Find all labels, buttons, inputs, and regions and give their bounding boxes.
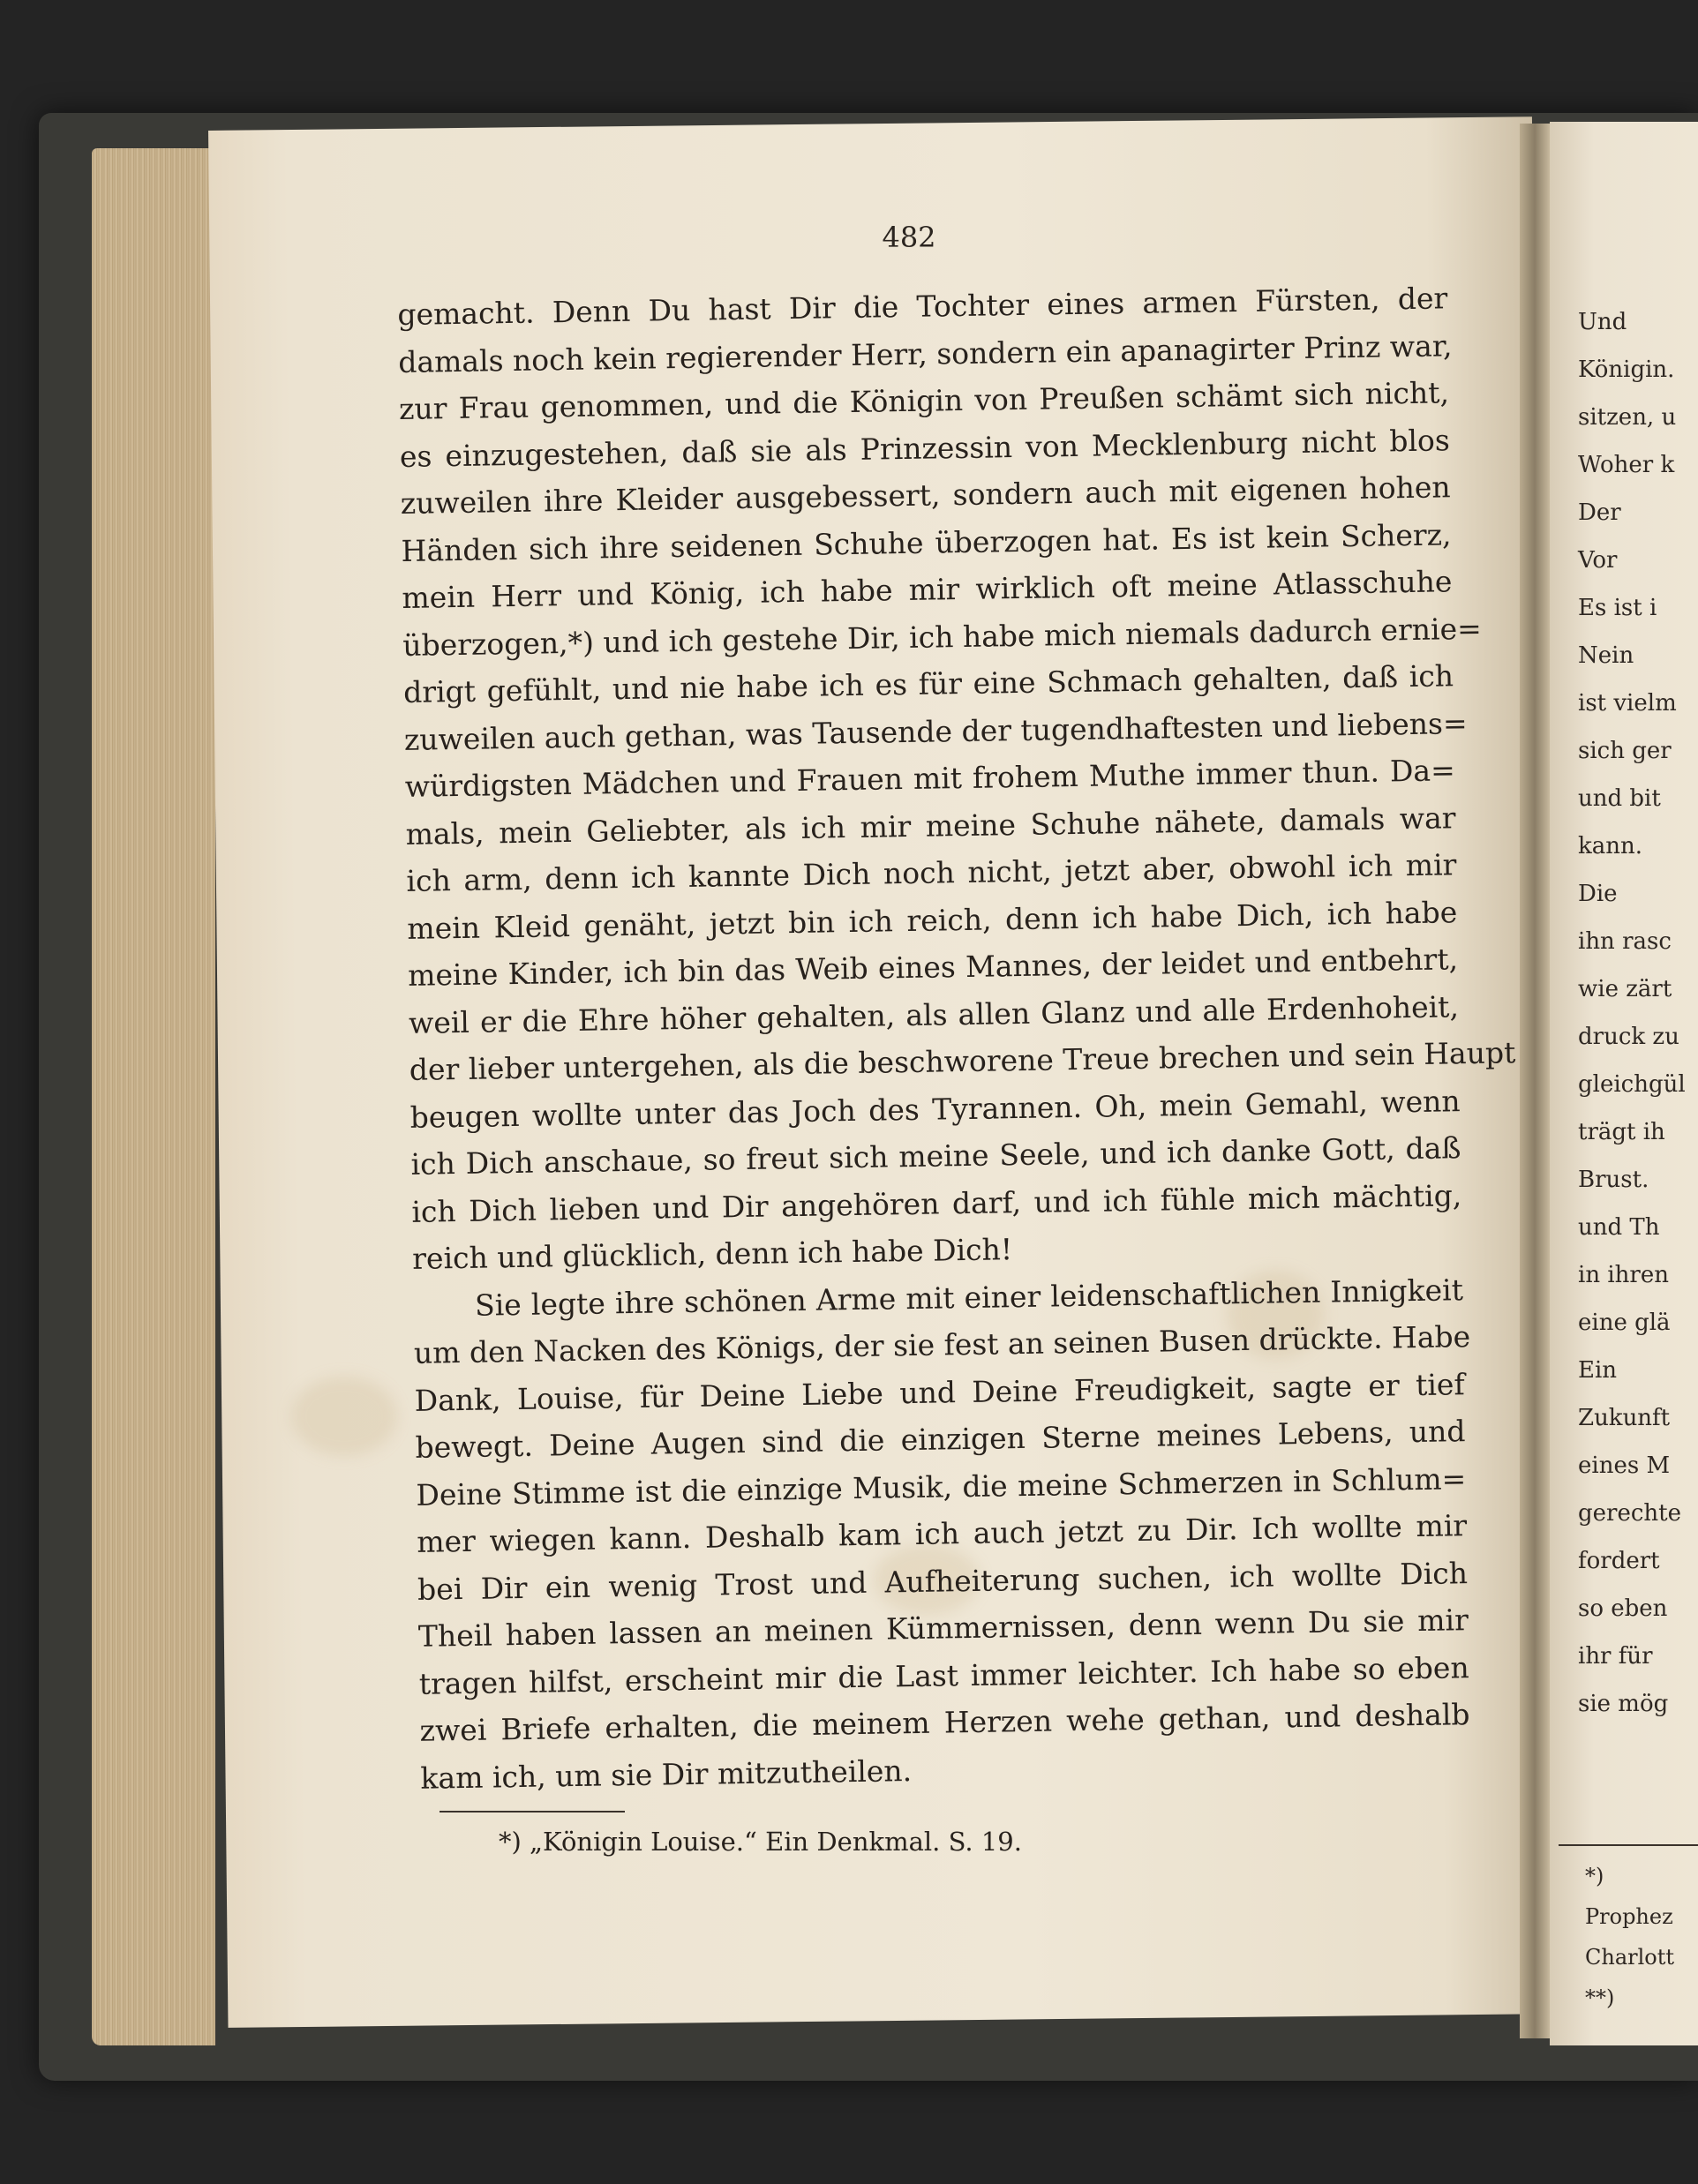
text-line: mals, mein Geliebter, als ich mir meine Schuhe nähete, damals war: [405, 799, 1456, 852]
facing-text-line: so eben: [1578, 1595, 1668, 1622]
text-line: damals noch kein regierender Herr, sondern ein apanagirter Prinz war,: [397, 327, 1453, 379]
text-line: Deine Stimme ist die einzige Musik, die meine Schmerzen in Schlum=: [416, 1460, 1467, 1512]
text-line: gemacht. Denn Du hast Dir die Tochter eines armen Fürsten, der: [397, 281, 1448, 332]
facing-text-line: druck zu: [1578, 1024, 1679, 1050]
facing-footnote-rule: [1559, 1844, 1698, 1846]
body-text: [397, 274, 1516, 1801]
text-line: ich arm, denn ich kannte Dich noch nicht, jetzt aber, obwohl ich mir: [406, 847, 1457, 898]
text-line: weil er die Ehre höher gehalten, als allen Glanz und alle Erdenhoheit,: [408, 988, 1460, 1040]
facing-text-line: und bit: [1578, 785, 1661, 812]
text-line: würdigsten Mädchen und Frauen mit frohem Muthe immer thun. Da=: [404, 753, 1455, 804]
facing-note-line: **): [1585, 1985, 1615, 2010]
text-line: zuweilen auch gethan, was Tausende der tugendhaftesten und liebens=: [403, 705, 1468, 757]
facing-text-line: gerechte: [1578, 1500, 1681, 1527]
facing-text-line: ist vielm: [1578, 690, 1677, 717]
facing-page-text: [1578, 298, 1686, 1728]
facing-text-line: ihr für: [1578, 1643, 1653, 1670]
facing-text-line: sich ger: [1578, 738, 1672, 764]
facing-text-line: Brust.: [1578, 1167, 1649, 1193]
facing-text-line: ihn rasc: [1578, 928, 1672, 955]
text-line: kam ich, um sie Dir mitzutheilen.: [420, 1752, 913, 1796]
footnote: *) „Königin Louise.“ Ein Denkmal. S. 19.: [499, 1827, 1022, 1857]
facing-page-notes: [1585, 1856, 1674, 2018]
text-line: Sie legte ihre schönen Arme mit einer leidenschaftlichen Innigkeit: [474, 1272, 1464, 1323]
facing-text-line: kann.: [1578, 833, 1643, 859]
paper-stain: [291, 1377, 397, 1456]
text-line: bewegt. Deine Augen sind die einzigen Sterne meines Lebens, und: [415, 1414, 1466, 1465]
facing-text-line: und Th: [1578, 1214, 1660, 1241]
facing-text-line: eine glä: [1578, 1310, 1671, 1336]
facing-text-line: Königin.: [1578, 356, 1675, 383]
page-edges: [92, 148, 215, 2045]
facing-text-line: Der: [1578, 499, 1621, 526]
page-number: 482: [882, 221, 936, 254]
text-line: reich und glücklich, denn ich habe Dich!: [411, 1232, 1013, 1276]
text-line: ich Dich lieben und Dir angehören darf, und ich fühle mich mächtig,: [411, 1177, 1462, 1229]
right-page: [1550, 122, 1698, 2045]
text-line: es einzugestehen, daß sie als Prinzessin von Mecklenburg nicht blos: [399, 422, 1451, 474]
text-line: Theil haben lassen an meinen Kümmernissen, denn wenn Du sie mir: [417, 1602, 1469, 1654]
text-line: tragen hilfst, erscheint mir die Last immer leichter. Ich habe so eben: [418, 1649, 1469, 1701]
book-gutter: [1520, 124, 1550, 2038]
text-line: der lieber untergehen, als die beschworene Treue brechen und sein Haupt: [409, 1035, 1516, 1087]
text-line: Dank, Louise, für Deine Liebe und Deine Freudigkeit, sagte er tief: [414, 1366, 1465, 1418]
facing-text-line: wie zärt: [1578, 976, 1672, 1002]
facing-text-line: fordert: [1578, 1548, 1660, 1574]
text-line: bei Dir ein wenig Trost und Aufheiterung suchen, ich wollte Dich: [417, 1555, 1469, 1607]
facing-text-line: Ein: [1578, 1357, 1618, 1384]
facing-text-line: Vor: [1578, 547, 1618, 574]
text-line: drigt gefühlt, und nie habe ich es für eine Schmach gehalten, daß ich: [402, 658, 1454, 709]
facing-text-line: sitzen, u: [1578, 404, 1677, 431]
text-line: überzogen,*) und ich gestehe Dir, ich habe mich niemals dadurch ernie=: [402, 611, 1483, 663]
facing-note-line: *): [1585, 1864, 1604, 1888]
facing-text-line: gleichgül: [1578, 1071, 1686, 1098]
text-line: zuweilen ihre Kleider ausgebessert, sondern auch mit eigenen hohen: [400, 469, 1451, 521]
footnote-rule: [440, 1811, 625, 1812]
facing-text-line: Nein: [1578, 642, 1634, 669]
text-line: ich Dich anschaue, so freut sich meine Seele, und ich danke Gott, daß: [410, 1130, 1461, 1182]
text-line: zwei Briefe erhalten, die meinem Herzen wehe gethan, und deshalb: [419, 1697, 1470, 1748]
facing-text-line: Zukunft: [1578, 1405, 1671, 1431]
facing-text-line: Und: [1578, 309, 1627, 335]
text-line: mer wiegen kann. Deshalb kam ich auch jetzt zu Dir. Ich wollte mir: [416, 1508, 1468, 1559]
text-line: Händen sich ihre seidenen Schuhe überzogen hat. Es ist kein Scherz,: [401, 516, 1452, 568]
text-line: mein Kleid genäht, jetzt bin ich reich, denn ich habe Dich, ich habe: [407, 894, 1458, 946]
facing-text-line: Es ist i: [1578, 595, 1657, 621]
facing-text-line: trägt ih: [1578, 1119, 1665, 1145]
facing-text-line: Die: [1578, 881, 1618, 907]
facing-text-line: sie mög: [1578, 1691, 1669, 1717]
facing-note-line: Charlott: [1585, 1945, 1675, 1970]
facing-text-line: Woher k: [1578, 452, 1675, 478]
facing-note-line: Prophez: [1585, 1904, 1673, 1929]
text-line: beugen wollte unter das Joch des Tyrannen. Oh, mein Gemahl, wenn: [409, 1083, 1461, 1135]
facing-text-line: in ihren: [1578, 1262, 1669, 1288]
text-line: zur Frau genommen, und die Königin von Preußen schämt sich nicht,: [398, 375, 1450, 426]
facing-text-line: eines M: [1578, 1452, 1671, 1479]
text-line: mein Herr und König, ich habe mir wirklich oft meine Atlasschuhe: [402, 564, 1453, 615]
text-line: um den Nacken des Königs, der sie fest an seinen Busen drückte. Habe: [413, 1319, 1471, 1370]
text-line: meine Kinder, ich bin das Weib eines Mannes, der leidet und entbehrt,: [407, 942, 1459, 993]
